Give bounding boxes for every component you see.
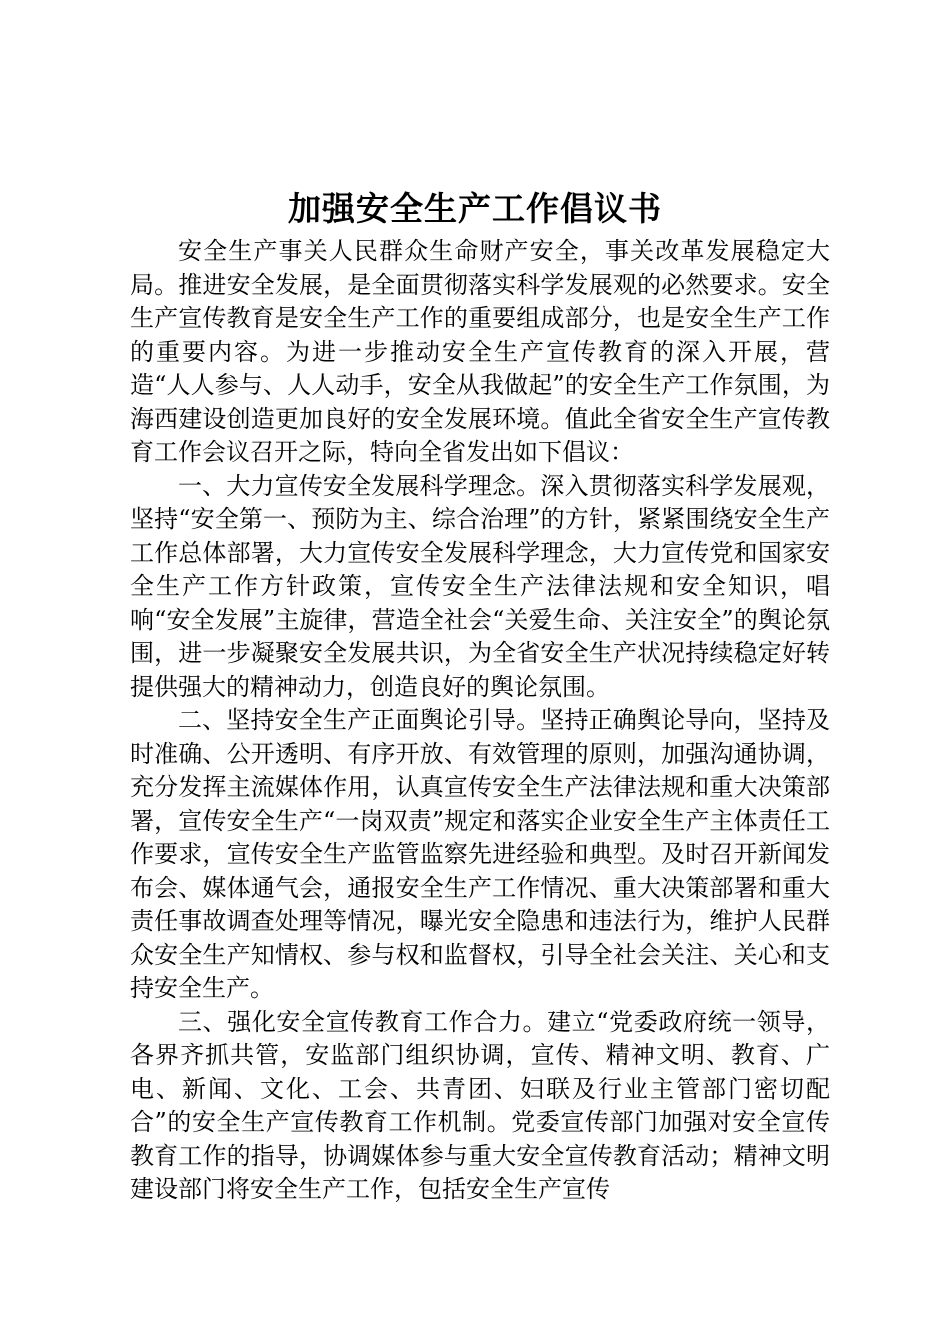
document-body [130, 235, 830, 1207]
paragraph-item-3: 三、强化安全宣传教育工作合力。建立“党委政府统一领导，各界齐抓共管，安监部门组织协调，宣传、精神文明、教育、广电、新闻、文化、工会、共青团、妇联及行业主管部门密切配合”的安全生产宣传教育工作机制。党委宣传部门加强对安全宣传教育工作的指导，协调媒体参与重大安全宣传教育活动；精神文明建设部门将安全生产工作，包括安全生产宣传 [130, 1007, 830, 1203]
paragraph-item-1: 一、大力宣传安全发展科学理念。深入贯彻落实科学发展观，坚持“安全第一、预防为主、综合治理”的方针，紧紧围绕安全生产工作总体部署，大力宣传安全发展科学理念，大力宣传党和国家安全生产工作方针政策，宣传安全生产法律法规和安全知识，唱响“安全发展”主旋律，营造全社会“关爱生命、关注安全”的舆论氛围，进一步凝聚安全发展共识，为全省安全生产状况持续稳定好转提供强大的精神动力，创造良好的舆论氛围。 [130, 471, 830, 701]
document-title: 加强安全生产工作倡议书 [288, 189, 662, 228]
paragraph-intro: 安全生产事关人民群众生命财产安全，事关改革发展稳定大局。推进安全发展，是全面贯彻落实科学发展观的必然要求。安全生产宣传教育是安全生产工作的重要组成部分，也是安全生产工作的重要内容。为进一步推动安全生产宣传教育的深入开展，营造“人人参与、人人动手，安全从我做起”的安全生产工作氛围，为海西建设创造更加良好的安全发展环境。值此全省安全生产宣传教育工作会议召开之际，特向全省发出如下倡议： [130, 237, 830, 466]
paragraph-item-2: 二、坚持安全生产正面舆论引导。坚持正确舆论导向，坚持及时准确、公开透明、有序开放、有效管理的原则，加强沟通协调，充分发挥主流媒体作用，认真宣传安全生产法律法规和重大决策部署，宣传安全生产“一岗双责”规定和落实企业安全生产主体责任工作要求，宣传安全生产监管监察先进经验和典型。及时召开新闻发布会、媒体通气会，通报安全生产工作情况、重大决策部署和重大责任事故调查处理等情况，曝光安全隐患和违法行为，维护人民群众安全生产知情权、参与权和监督权，引导全社会关注、关心和支持安全生产。 [130, 706, 830, 1002]
